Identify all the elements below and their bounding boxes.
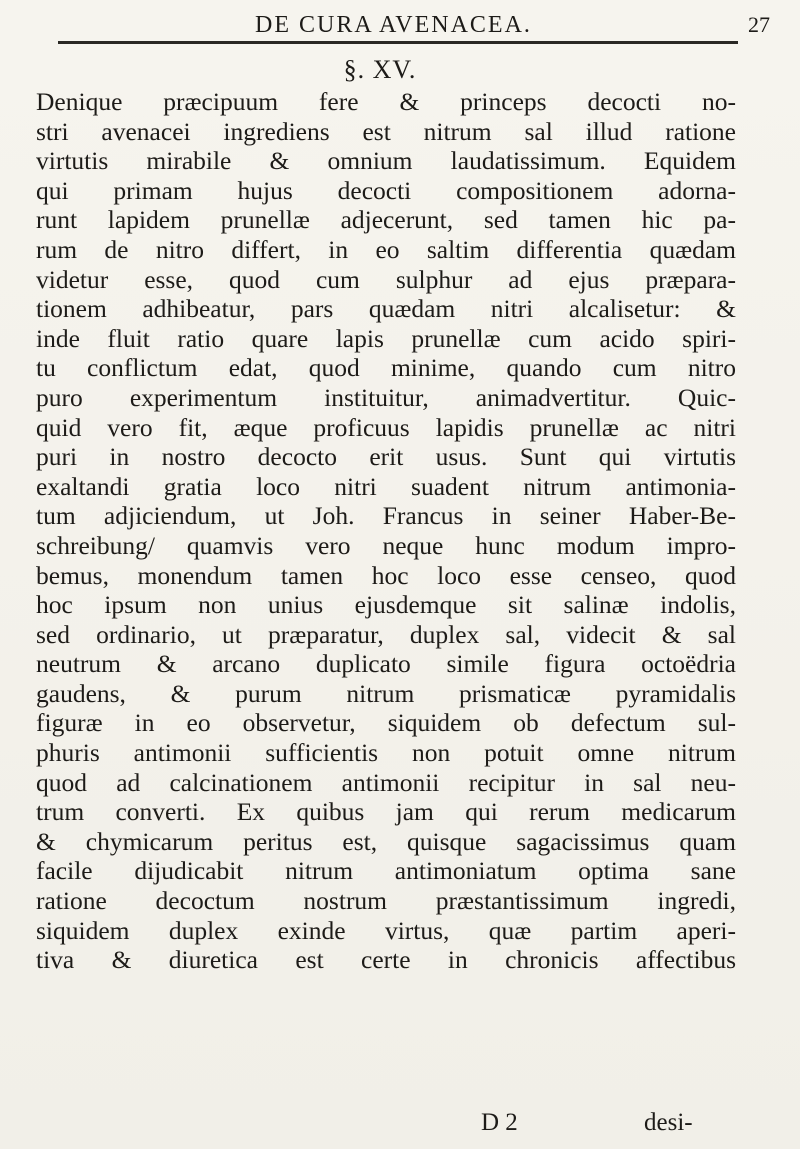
text-line: ratione decoctum nostrum præstantissimum ingredi, [36,886,736,916]
text-line: rum de nitro differt, in eo saltim differentia quædam [36,234,736,264]
text-line: tum adjiciendum, ut Joh. Francus in seiner Haber-Be- [36,501,736,531]
text-line: videtur esse, quod cum sulphur ad ejus præpara- [36,264,736,294]
page-footer [36,1109,736,1139]
text-line: gaudens, & purum nitrum prismaticæ pyramidalis [36,678,736,708]
text-line: facile dijudicabit nitrum antimoniatum optima sane [36,856,736,886]
text-line: runt lapidem prunellæ adjecerunt, sed tamen hic pa- [36,205,736,235]
text-line: puro experimentum instituitur, animadvertitur. Quic- [36,382,736,412]
text-line: qui primam hujus decocti compositionem adorna- [36,175,736,205]
text-line: & chymicarum peritus est, quisque sagacissimus quam [36,826,736,856]
body-text [36,87,736,975]
text-line: hoc ipsum non unius ejusdemque sit salinæ indolis, [36,590,736,620]
header-rule [58,41,738,44]
text-line: quid vero fit, æque proficuus lapidis prunellæ ac nitri [36,412,736,442]
text-line: inde fluit ratio quare lapis prunellæ cum acido spiri- [36,323,736,353]
text-line: Denique præcipuum fere & princeps decocti no- [36,87,736,116]
running-title: DE CURA AVENACEA. [255,12,532,38]
text-line: schreibung/ quamvis vero neque hunc modum impro- [36,530,736,560]
text-line: tiva & diuretica est certe in chronicis affectibus [36,945,736,975]
text-line: sed ordinario, ut præparatur, duplex sal, videcit & sal [36,619,736,649]
text-line: quod ad calcinationem antimonii recipitur in sal neu- [36,767,736,797]
text-line: trum converti. Ex quibus jam qui rerum medicarum [36,797,736,827]
section-heading: §. XV. [343,55,417,84]
signature-mark: D 2 [481,1109,518,1136]
text-line: virtutis mirabile & omnium laudatissimum. Equidem [36,146,736,176]
page-header [0,6,800,42]
text-line: phuris antimonii sufficientis non potuit omne nitrum [36,738,736,768]
text-line: siquidem duplex exinde virtus, quæ partim aperi- [36,915,736,945]
text-line: puri in nostro decocto erit usus. Sunt qui virtutis [36,442,736,472]
text-line: figuræ in eo observetur, siquidem ob defectum sul- [36,708,736,738]
text-line: tionem adhibeatur, pars quædam nitri alcalisetur: & [36,294,736,324]
catchword: desi- [644,1109,693,1136]
text-line: tu conflictum edat, quod minime, quando cum nitro [36,353,736,383]
text-line: bemus, monendum tamen hoc loco esse censeo, quod [36,560,736,590]
page-number: 27 [748,12,770,37]
text-line: exaltandi gratia loco nitri suadent nitrum antimonia- [36,471,736,501]
text-line: neutrum & arcano duplicato simile figura octoëdria [36,649,736,679]
text-line: stri avenacei ingrediens est nitrum sal illud ratione [36,116,736,146]
